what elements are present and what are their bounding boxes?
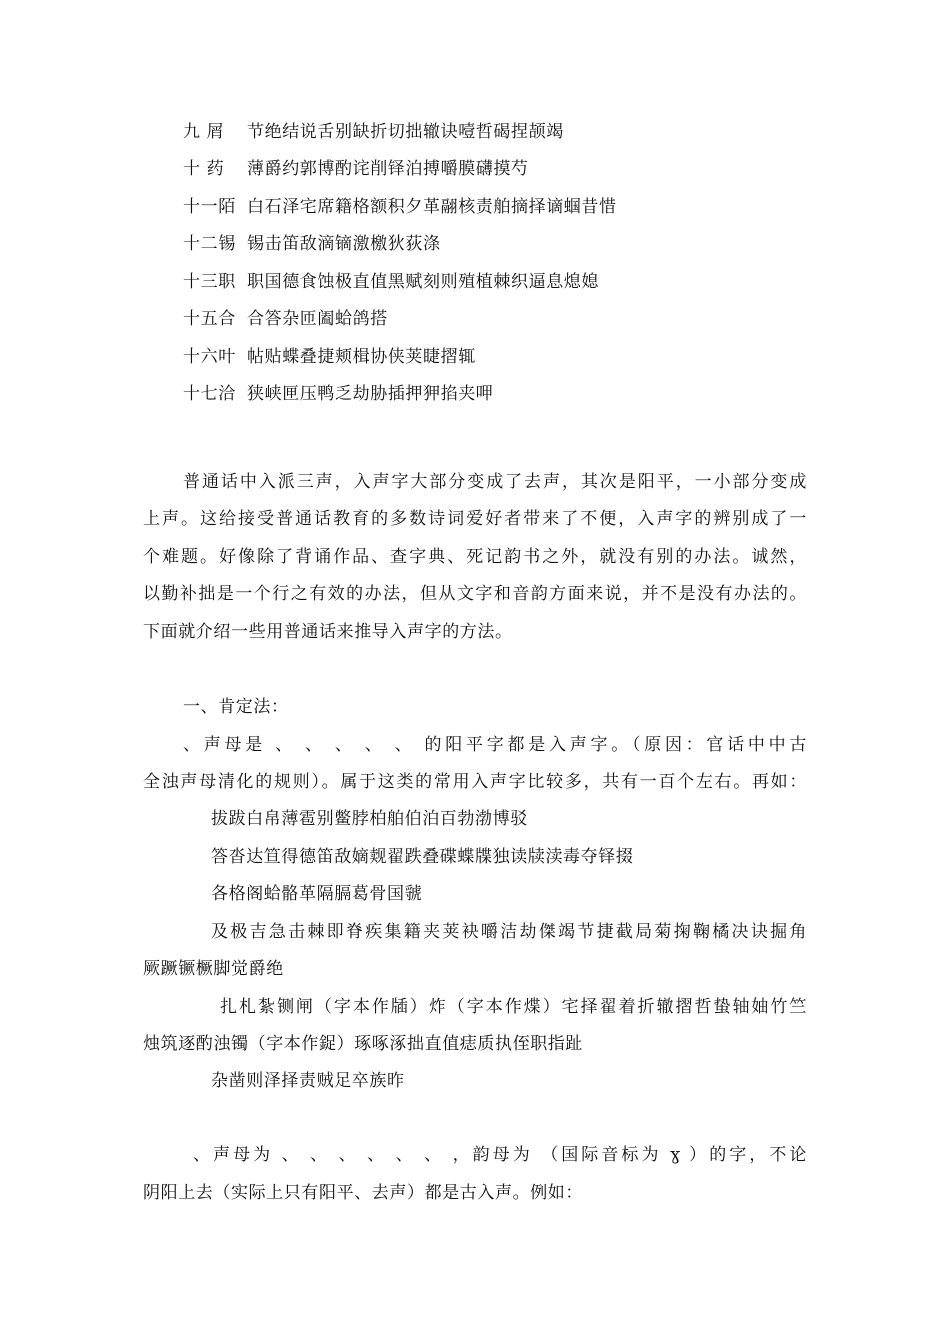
rhyme-chars: 狭峡匣压鸭乏劫胁插押狎掐夹呷 bbox=[247, 384, 494, 404]
rhyme-row bbox=[183, 307, 388, 331]
example-line: 各格阁蛤骼革隔膈葛骨国虢 bbox=[211, 884, 423, 904]
rhyme-chars: 薄爵约郭博酌诧削铎泊搏嚼膜礴摸芍 bbox=[247, 159, 529, 179]
rule-line: 阴阳上去（实际上只有阳平、去声）都是古入声。例如： bbox=[143, 1183, 583, 1203]
example-line: 答沓达笪得德笛敌嫡觌翟跌叠碟蝶牒独读牍渎毒夺铎掇 bbox=[211, 847, 634, 867]
example-line: 及极吉急击棘即脊疾集籍夹荚袂嚼洁劫傑竭节捷截局菊掬鞠橘决诀掘角 bbox=[211, 922, 807, 942]
rhyme-chars: 节绝结说舌别缺折切拙辙诀噎哲碣捏颉竭 bbox=[247, 122, 564, 142]
rhyme-label: 十一陌 bbox=[183, 197, 236, 217]
rhyme-label: 十五合 bbox=[183, 309, 236, 329]
rhyme-label: 九 屑 bbox=[183, 122, 225, 142]
rhyme-chars: 帖贴蝶叠捷颊楫协侠荚睫摺辄 bbox=[247, 347, 476, 367]
example-line: 烛筑逐酌浊镯（字本作鋜）琢啄涿拙直值痣质执侄职指趾 bbox=[143, 1034, 583, 1054]
rule-line: 、声母是 、 、 、 、 、 的阳平字都是入声字。（原因：官话中中古 bbox=[183, 735, 807, 755]
example-line: 扎札紮铡闸（字本作牐）炸（字本作煠）宅择翟着折辙摺哲蛰轴妯竹竺 bbox=[220, 997, 807, 1017]
intro-line: 下面就介绍一些用普通话来推导入声字的方法。 bbox=[143, 622, 513, 642]
rule-line: 、声母为 、 、 、 、 、 、 ，韵母为 （国际音标为 ɣ ）的字，不论 bbox=[193, 1145, 807, 1165]
rhyme-chars: 锡击笛敌滴镝激檄狄荻涤 bbox=[247, 234, 441, 254]
rhyme-label: 十三职 bbox=[183, 272, 236, 292]
rhyme-label: 十 药 bbox=[183, 159, 225, 179]
rhyme-chars: 合答杂匝阖蛤鸽搭 bbox=[247, 309, 388, 329]
section-heading: 一、肯定法： bbox=[183, 697, 289, 717]
intro-line: 上声。这给接受普通话教育的多数诗词爱好者带来了不便，入声字的辨别成了一 bbox=[143, 509, 807, 529]
example-line: 厥蹶镢橛脚觉爵绝 bbox=[143, 959, 284, 979]
rhyme-row bbox=[183, 270, 599, 294]
rhyme-label: 十六叶 bbox=[183, 347, 236, 367]
rhyme-row bbox=[183, 120, 564, 144]
rhyme-label: 十二锡 bbox=[183, 234, 236, 254]
rhyme-row bbox=[183, 345, 476, 369]
rule-line: 全浊声母清化的规则）。属于这类的常用入声字比较多，共有一百个左右。再如： bbox=[143, 772, 807, 792]
rhyme-label: 十七洽 bbox=[183, 384, 236, 404]
rhyme-row bbox=[183, 195, 617, 219]
example-line: 杂凿则泽择责贼足卒族昨 bbox=[211, 1071, 405, 1091]
rhyme-row bbox=[183, 232, 441, 256]
rhyme-row bbox=[183, 157, 529, 181]
intro-line: 个难题。好像除了背诵作品、查字典、死记韵书之外，就没有别的办法。诚然， bbox=[143, 547, 807, 567]
rhyme-chars: 职国德食蚀极直值黑赋刻则殖植棘织逼息熄媳 bbox=[247, 272, 599, 292]
example-line: 拔跋白帛薄雹别鳖脖柏舶伯泊百勃渤博驳 bbox=[211, 809, 528, 829]
intro-line: 普通话中入派三声，入声字大部分变成了去声，其次是阳平，一小部分变成 bbox=[183, 472, 807, 492]
rhyme-chars: 白石泽宅席籍格额积夕革翮核责舶摘择谪蝈昔惜 bbox=[247, 197, 617, 217]
rhyme-row bbox=[183, 382, 493, 406]
intro-line: 以勤补拙是一个行之有效的办法，但从文字和音韵方面来说，并不是没有办法的。 bbox=[143, 584, 807, 604]
